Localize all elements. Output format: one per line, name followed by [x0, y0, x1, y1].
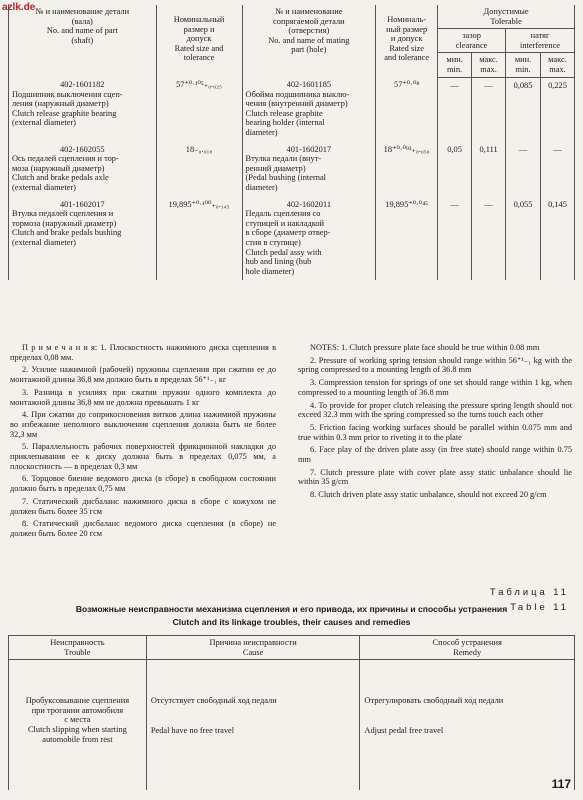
- troubles-table: [8, 635, 575, 790]
- troubles-header-row: [9, 636, 575, 660]
- watermark: azlk.de: [2, 2, 36, 13]
- table-row: [9, 77, 575, 142]
- part-cell: 401-1602017 Втулка педалей сцепления и тормоза (наружный диаметр) Clutch and brake pedals bushing (external diameter): [9, 197, 157, 281]
- clearance-min-cell: 0,05: [438, 142, 472, 197]
- interference-max-cell: 0,225: [540, 77, 574, 142]
- interference-min-cell: —: [506, 142, 541, 197]
- header-trouble: Неисправность Trouble: [9, 636, 147, 660]
- table-row: [9, 142, 575, 197]
- interference-max-cell: —: [540, 142, 574, 197]
- tolerance-table: [8, 5, 575, 280]
- mating-size-cell: 18⁺⁰·⁰⁹³₊₀.₀₅₀: [376, 142, 438, 197]
- mating-part-cell: 402-1601185 Обойма подшипника выклю- чения (внутренний диаметр) Clutch release graphite bearing holder (internal diameter): [242, 77, 376, 142]
- note-ru: 2. Усилие нажимной (рабочей) пружины сцепления при сжатии ее до монтажной длины 36,8 мм должно быть в пределах 56⁺¹₋₁ кг: [10, 365, 276, 385]
- clearance-min-cell: —: [438, 197, 472, 281]
- table-label-en: Table 11: [510, 601, 569, 612]
- header-clearance-max: макс. max.: [472, 53, 506, 77]
- notes-russian: [10, 343, 276, 542]
- trouble-cell: Пробуксовывание сцепления при трогании автомобиля с места Clutch slipping when starting automobile from rest: [9, 660, 147, 791]
- part-size-cell: 57⁺⁰·¹⁰⁵₊₀.₀₂₅: [156, 77, 242, 142]
- header-tolerable: Допустимые Tolerable: [438, 5, 575, 29]
- note-en: 7. Clutch pressure plate with cover plate assy static unbalance should lie within 35 g/cm: [298, 467, 572, 487]
- note-en: 4. To provide for proper clutch releasing the pressure spring length should not exceed 32.3 mm with the spring compressed so the turns touch each other: [298, 400, 572, 420]
- clearance-min-cell: —: [438, 77, 472, 142]
- clearance-max-cell: —: [472, 77, 506, 142]
- header-mating-size: Номиналь- ный размер и допуск Rated size and tolerance: [376, 5, 438, 77]
- part-size-cell: 19,895⁺⁰·¹⁰⁰₊₀.₁₄₅: [156, 197, 242, 281]
- mating-part-cell: 401-1602017 Втулка педали (внут- ренний диаметр) (Pedal bushing (internal diameter): [242, 142, 376, 197]
- interference-max-cell: 0,145: [540, 197, 574, 281]
- note-ru: 4. При сжатии до соприкосновения витков длина нажимной пружины во избежание неполного выключения сцепления должна быть не более 32,3 мм: [10, 410, 276, 439]
- remedy-cell: Отрегулировать свободный ход педали Adjust pedal free travel: [360, 660, 575, 791]
- part-cell: 402-1601182 Подшипник выключения сцеп- ления (наружный диаметр) Clutch release graphite bearing (external diameter): [9, 77, 157, 142]
- note-ru: П р и м е ч а н и я: 1. Плоскостность нажимного диска сцепления в пределах 0,08 мм.: [10, 343, 276, 362]
- interference-min-cell: 0,055: [506, 197, 541, 281]
- header-remedy: Способ устранения Remedy: [360, 636, 575, 660]
- note-en: 6. Face play of the driven plate assy (in free state) should range within 0.75 mm: [298, 445, 572, 465]
- table-heading-ru: Возможные неисправности механизма сцепления и его привода, их причины и способы устранения: [75, 604, 508, 614]
- interference-min-cell: 0,085: [506, 77, 541, 142]
- part-size-cell: 18₋₀.₀₁₈: [156, 142, 242, 197]
- header-cause: Причина неисправности Cause: [146, 636, 360, 660]
- note-en: 2. Pressure of working spring tension should range within 56⁺¹₋₁ kg with the spring compressed to a mounting length of 36.8 mm: [298, 355, 572, 375]
- header-interference-max: макс. max.: [540, 53, 574, 77]
- header-mating-part: № и наименование сопрягаемой детали (отверстия) No. and name of mating part (hole): [242, 5, 376, 77]
- header-clearance: зазор clearance: [438, 29, 506, 53]
- clearance-max-cell: —: [472, 197, 506, 281]
- mating-size-cell: 57⁺⁰·⁰⁸: [376, 77, 438, 142]
- notes-english: [298, 343, 572, 503]
- note-en: 3. Compression tension for springs of one set should range within 1 kg, when compressed to a mounting length of 36.8 mm: [298, 378, 572, 397]
- note-ru: 5. Параллельность рабочих поверхностей фрикционной накладки до приклепывания ее к диску должна быть в пределах 0,075 мм, а плоскостность — в пределах 0,3 мм: [10, 442, 276, 471]
- table-heading-en: Clutch and its linkage troubles, their causes and remedies: [172, 617, 411, 627]
- table-label-ru: Таблица 11: [489, 586, 569, 597]
- table-row: [9, 197, 575, 281]
- note-ru: 7. Статический дисбаланс нажимного диска в сборе с кожухом не должен быть более 35 гсм: [10, 496, 276, 516]
- note-en: NOTES: 1. Clutch pressure plate face should be true within 0.08 mm: [310, 343, 540, 352]
- header-part-size: Номинальный размер и допуск Rated size and tolerance: [156, 5, 242, 77]
- note-en: 5. Friction facing working surfaces should be parallel within 0.075 mm and true within 0.3 mm prior to riveting it to the plate: [298, 422, 572, 442]
- part-cell: 402-1602055 Ось педалей сцепления и тор- моза (наружный диаметр) Clutch and brake pedals axle (external diameter): [9, 142, 157, 197]
- note-ru: 3. Разница в усилиях при сжатии пружин одного комплекта до монтажной длины 36,8 мм не должна превышать 1 кг: [10, 387, 276, 407]
- table-row: [9, 660, 575, 791]
- header-part: № и наименование детали (вала) No. and name of part (shaft): [9, 5, 157, 77]
- page-number: 117: [551, 777, 571, 791]
- header-interference: натяг interference: [506, 29, 575, 53]
- mating-part-cell: 402-1602011 Педаль сцепления со ступицей и накладкой в сборе (диаметр отвер- стия в ступице) Clutch pedal assy with hub and lining (hub hole diameter): [242, 197, 376, 281]
- mating-size-cell: 19,895⁺⁰·⁰⁴⁵: [376, 197, 438, 281]
- note-ru: 8. Статический дисбаланс ведомого диска сцепления (в сборе) не должен быть более 20 гсм: [10, 519, 276, 538]
- clearance-max-cell: 0,111: [472, 142, 506, 197]
- header-interference-min: мин. min.: [506, 53, 541, 77]
- cause-cell: Отсутствует свободный ход педали Pedal have no free travel: [146, 660, 360, 791]
- note-en: 8. Clutch driven plate assy static unbalance, should not exceed 20 g/cm: [310, 490, 547, 500]
- note-ru: 6. Торцовое биение ведомого диска (в сборе) в свободном состоянии должно быть в пределах 0,75 мм: [10, 474, 276, 494]
- header-clearance-min: мин. min.: [438, 53, 472, 77]
